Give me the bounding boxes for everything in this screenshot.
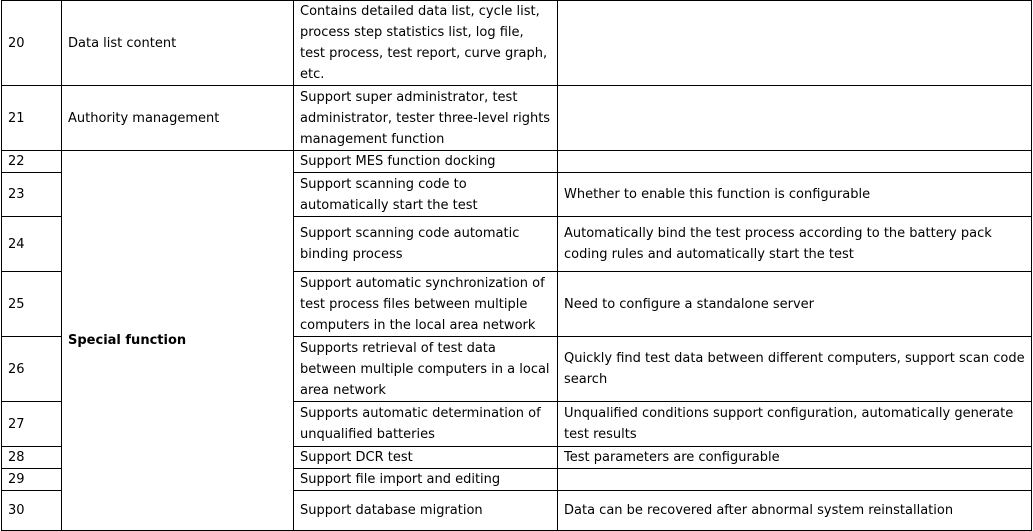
function-remark: Need to configure a standalone server [558, 272, 1032, 337]
function-content: Supports retrieval of test data between multiple computers in a local area network [294, 337, 558, 402]
function-remark: Quickly find test data between different computers, support scan code search [558, 337, 1032, 402]
spec-table [1, 0, 1032, 531]
function-content: Support MES function docking [294, 151, 558, 173]
row-number: 25 [2, 272, 62, 337]
function-content: Supports automatic determination of unqualified batteries [294, 402, 558, 447]
function-remark [558, 1, 1032, 86]
row-number: 21 [2, 86, 62, 151]
function-content: Support database migration [294, 491, 558, 531]
function-content: Support file import and editing [294, 469, 558, 491]
row-number: 30 [2, 491, 62, 531]
function-remark [558, 469, 1032, 491]
row-number: 22 [2, 151, 62, 173]
function-content: Contains detailed data list, cycle list, process step statistics list, log file, test process, test report, curve graph, etc. [294, 1, 558, 86]
table-row [2, 86, 1032, 151]
function-remark [558, 86, 1032, 151]
function-remark: Test parameters are configurable [558, 447, 1032, 469]
row-number: 24 [2, 217, 62, 272]
function-remark: Unqualified conditions support configuration, automatically generate test results [558, 402, 1032, 447]
function-content: Support automatic synchronization of test process files between multiple computers in the local area network [294, 272, 558, 337]
function-content: Support scanning code automatic binding process [294, 217, 558, 272]
function-remark: Automatically bind the test process according to the battery pack coding rules and automatically start the test [558, 217, 1032, 272]
row-number: 29 [2, 469, 62, 491]
function-remark: Data can be recovered after abnormal system reinstallation [558, 491, 1032, 531]
function-content: Support scanning code to automatically start the test [294, 173, 558, 217]
function-remark: Whether to enable this function is configurable [558, 173, 1032, 217]
function-content: Support super administrator, test administrator, tester three-level rights management function [294, 86, 558, 151]
row-number: 20 [2, 1, 62, 86]
function-name: Data list content [62, 1, 294, 86]
function-remark [558, 151, 1032, 173]
function-name: Special function [62, 151, 294, 531]
table-row [2, 1, 1032, 86]
row-number: 23 [2, 173, 62, 217]
table-row [2, 151, 1032, 173]
function-name: Authority management [62, 86, 294, 151]
row-number: 27 [2, 402, 62, 447]
row-number: 26 [2, 337, 62, 402]
row-number: 28 [2, 447, 62, 469]
function-content: Support DCR test [294, 447, 558, 469]
